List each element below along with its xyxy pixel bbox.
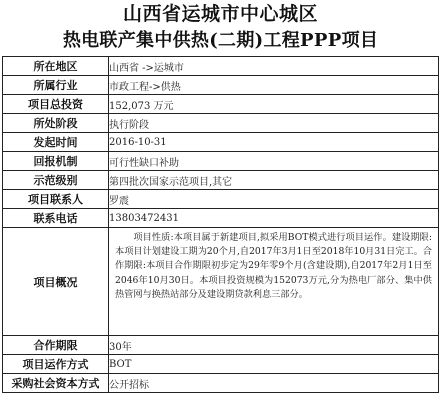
table-row — [3, 76, 439, 95]
title-line-2: 热电联产集中供热(二期)工程PPP项目 — [62, 30, 379, 51]
row-label-contact: 项目联系人 — [3, 190, 109, 209]
row-label-overview: 项目概况 — [3, 228, 109, 336]
row-label-demo-level: 示范级别 — [3, 171, 109, 190]
table-row — [3, 374, 439, 393]
row-value-stage: 执行阶段 — [109, 114, 439, 133]
table-row — [3, 133, 439, 152]
row-value-procurement-method: 公开招标 — [109, 374, 439, 393]
row-value-return-mechanism: 可行性缺口补助 — [109, 152, 439, 171]
table-row — [3, 57, 439, 76]
row-value-overview: 项目性质:本项目属于新建项目,拟采用BOT模式进行项目运作。建设期限:本项目计划建设工期为20个月,自2017年3月1日至2018年10月31日完工。合作期限:本项目合作期限初步定为29年零9个月(含建设期),自2017年2月1日至2046年10月30日。本项目投资规模为152073万元,分为热电厂部分、集中供热管网与换热站部分及建设期贷款利息三部分。 — [109, 228, 439, 336]
row-value-total-investment: 152,073 万元 — [109, 95, 439, 114]
row-value-industry: 市政工程->供热 — [109, 76, 439, 95]
row-label-phone: 联系电话 — [3, 209, 109, 228]
table-row — [3, 355, 439, 374]
row-label-region: 所在地区 — [3, 57, 109, 76]
row-value-launch-date: 2016-10-31 — [109, 133, 439, 152]
row-label-total-investment: 项目总投资 — [3, 95, 109, 114]
row-label-stage: 所处阶段 — [3, 114, 109, 133]
title-line-1: 山西省运城市中心城区 — [122, 3, 318, 25]
table-row — [3, 171, 439, 190]
table-row — [3, 209, 439, 228]
row-value-demo-level: 第四批次国家示范项目,其它 — [109, 171, 439, 190]
row-value-contact: 罗震 — [109, 190, 439, 209]
row-label-operation-mode: 项目运作方式 — [3, 355, 109, 374]
table-row — [3, 336, 439, 355]
row-value-phone: 13803472431 — [109, 209, 439, 228]
table-row — [3, 95, 439, 114]
row-value-operation-mode: BOT — [109, 355, 439, 374]
table-row — [3, 228, 439, 336]
table-row — [3, 190, 439, 209]
row-label-cooperation-period: 合作期限 — [3, 336, 109, 355]
project-info-table — [2, 56, 439, 393]
row-label-launch-date: 发起时间 — [3, 133, 109, 152]
row-value-region: 山西省 ->运城市 — [109, 57, 439, 76]
row-value-cooperation-period: 30年 — [109, 336, 439, 355]
row-label-industry: 所属行业 — [3, 76, 109, 95]
row-label-return-mechanism: 回报机制 — [3, 152, 109, 171]
row-label-procurement-method: 采购社会资本方式 — [3, 374, 109, 393]
table-row — [3, 114, 439, 133]
table-row — [3, 152, 439, 171]
